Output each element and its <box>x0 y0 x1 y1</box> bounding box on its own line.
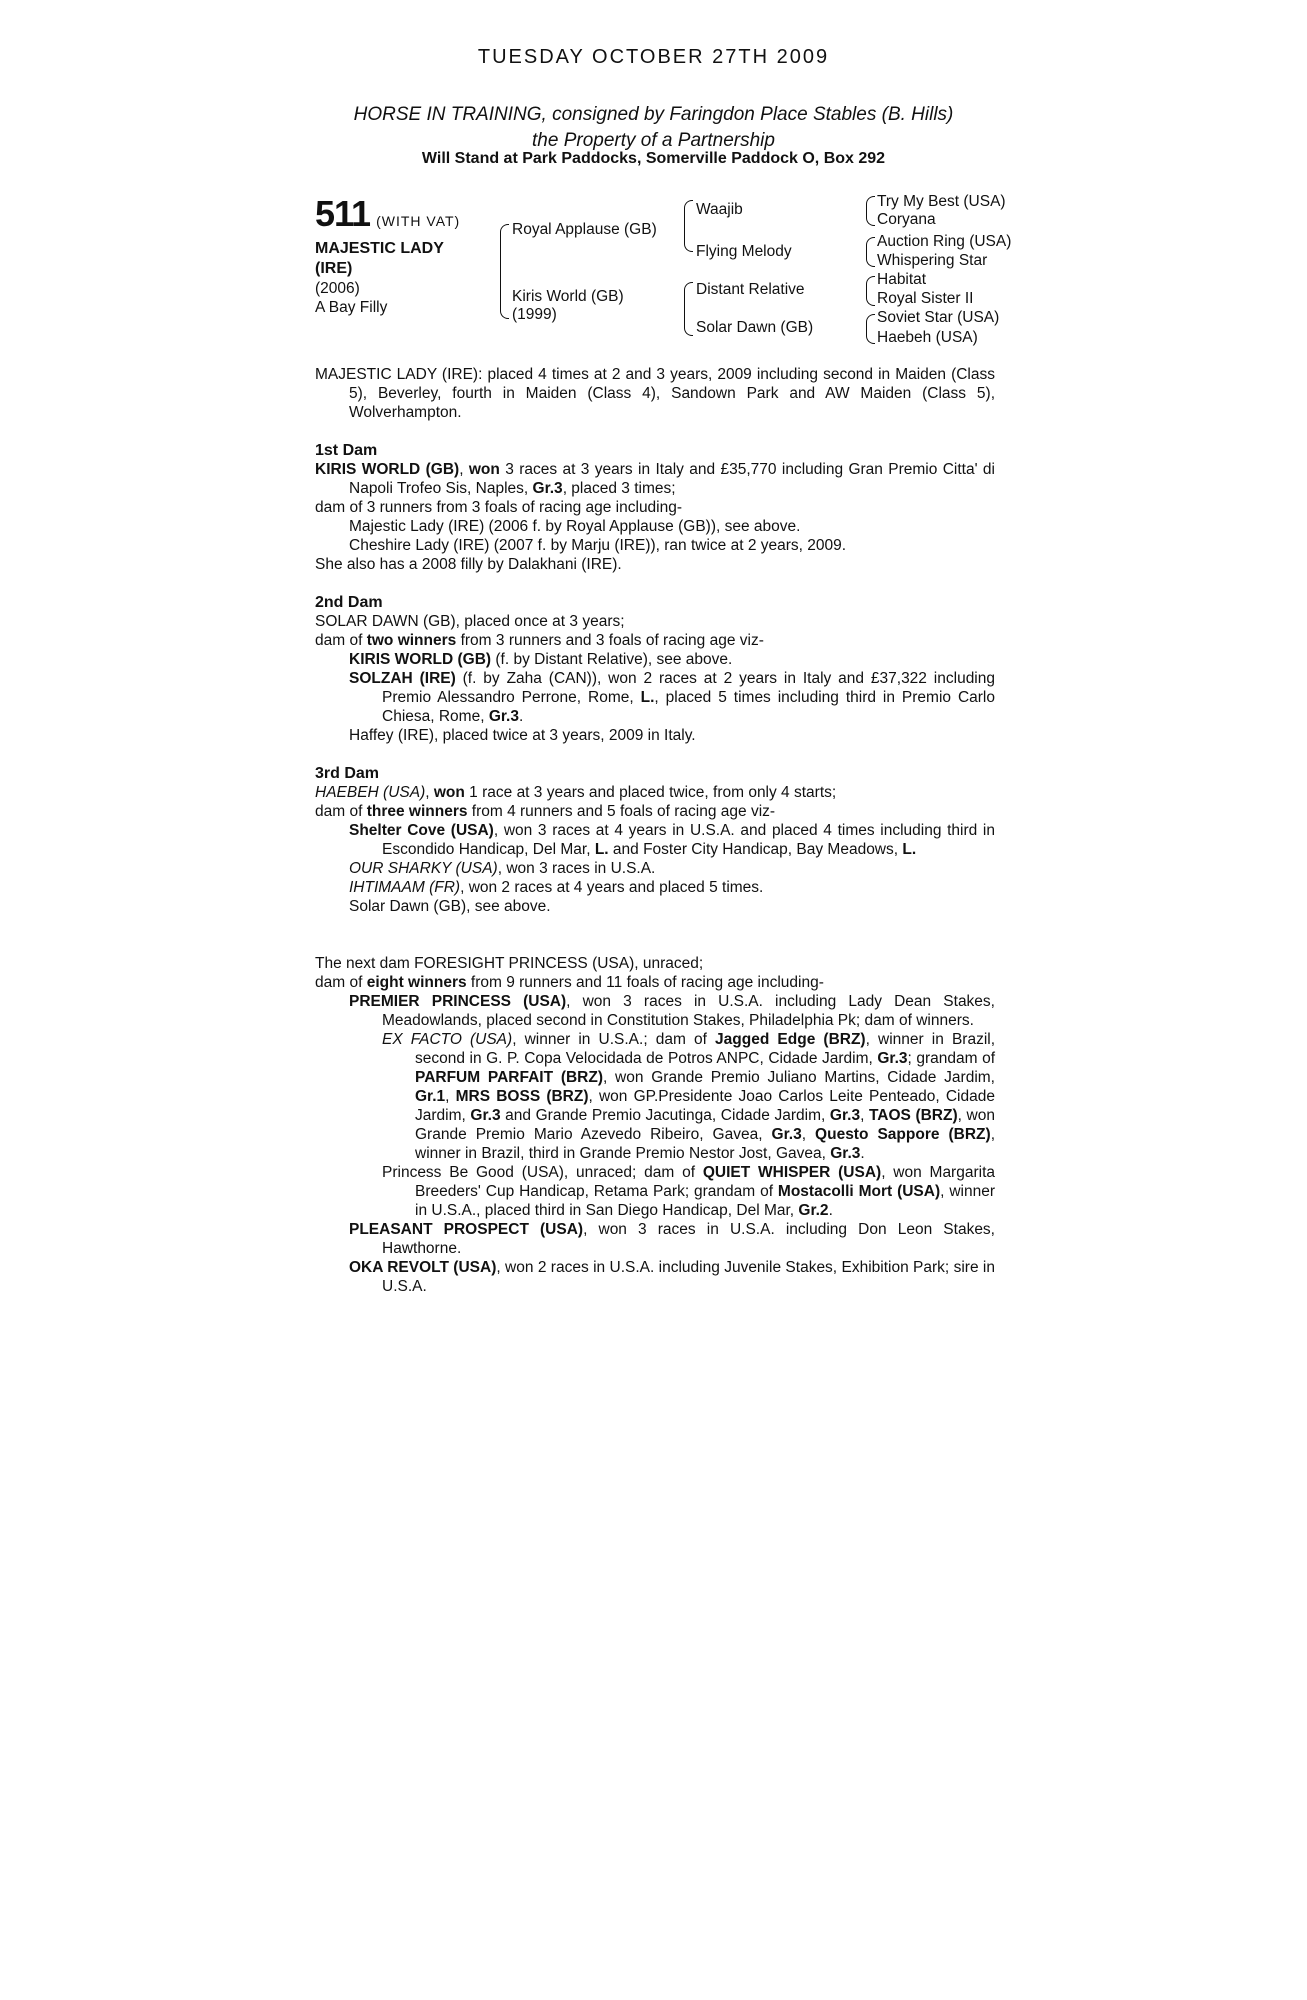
summary-text: MAJESTIC LADY (IRE): placed 4 times at 2 and 3 years, 2009 including second in Maiden (Class 5), Beverley, fourth in Maiden (Class 4), Sandown Park and AW Maiden (Class 5), Wolverhampton. <box>315 366 995 421</box>
produce-name: Questo Sappore (BRZ) <box>815 1126 991 1143</box>
text: . <box>519 708 524 725</box>
first-dam-heading: 1st Dam <box>315 442 378 459</box>
winners-count: three winners <box>366 803 468 820</box>
third-dam-section <box>315 764 995 916</box>
third-dam-name: HAEBEH (USA) <box>315 784 426 801</box>
horse-description: A Bay Filly <box>315 299 388 316</box>
produce-name: OUR SHARKY (USA) <box>349 860 498 877</box>
third-dam-record <box>315 783 995 802</box>
listed-label: L. <box>902 841 917 858</box>
grade-label: Gr.3 <box>829 1107 861 1124</box>
racing-summary <box>315 365 995 422</box>
pedigree-dam-year: (1999) <box>512 306 557 323</box>
listed-label: L. <box>594 841 609 858</box>
third-dam-heading: 3rd Dam <box>315 765 380 782</box>
record-text: , placed 3 times; <box>562 480 676 497</box>
pedigree-dam-sire: Distant Relative <box>696 281 805 298</box>
produce-item <box>315 1258 995 1296</box>
produce-item <box>315 878 995 897</box>
pedigree-dam: Kiris World (GB) <box>512 288 624 305</box>
pedigree-gg-8: Haebeh (USA) <box>877 329 978 346</box>
horse-name-line-1: MAJESTIC LADY <box>315 240 444 257</box>
lot-number: 511 <box>315 193 371 234</box>
consignment-line-1: HORSE IN TRAINING, consigned by Faringdon Place Stables (B. Hills) <box>353 104 954 125</box>
second-dam-section <box>315 593 995 745</box>
first-dam-name: KIRIS WORLD (GB) <box>315 461 460 478</box>
first-dam-produce-intro: dam of 3 runners from 3 foals of racing age including- <box>315 499 683 516</box>
next-dam-produce-intro <box>315 973 995 992</box>
text: and Foster City Handicap, Bay Meadows, <box>608 841 903 858</box>
pedigree-sire-dam: Flying Melody <box>696 243 792 260</box>
produce-name: MRS BOSS (BRZ) <box>455 1088 589 1105</box>
text: , won 3 races in U.S.A. <box>497 860 656 877</box>
text: , winner in U.S.A.; dam of <box>512 1031 716 1048</box>
brace-g3 <box>866 276 875 306</box>
brace-g2 <box>866 237 875 267</box>
text: , won GP.Presidente Joao Carlos Leite Penteado, Cidade Jardim, <box>415 1088 995 1124</box>
text: Princess Be Good (USA), unraced; dam of <box>382 1164 703 1181</box>
produce-item: Solar Dawn (GB), see above. <box>349 898 551 915</box>
text: , winner in Brazil, second in G. P. Copa Velocidada de Potros ANPC, Cidade Jardim, <box>415 1031 996 1067</box>
listed-label: L. <box>640 689 655 706</box>
consignment <box>0 102 1307 154</box>
grade-label: Gr.3 <box>488 708 519 725</box>
text: , placed 5 times including third in Premio Carlo Chiesa, Rome, <box>382 689 995 725</box>
text: (f. by Distant Relative), see above. <box>491 651 733 668</box>
text: , <box>801 1126 816 1143</box>
first-dam-record: KIRIS WORLD (GB), won 3 races at 3 years in Italy and £35,770 including Gran Premio Citta' di Napoli Trofeo Sis, Naples, Gr.3, placed 3 times; <box>315 461 995 497</box>
pedigree-gg-7: Soviet Star (USA) <box>877 309 1000 326</box>
second-dam-produce-intro <box>315 631 995 650</box>
text: , <box>860 1107 869 1124</box>
record-text: 3 races at 3 years in Italy and £35,770 including Gran Premio Citta' di Napoli Trofeo Sis, Naples, <box>349 461 995 497</box>
lot-block <box>315 193 495 317</box>
won-label: won <box>468 461 500 478</box>
grade-label: Gr.3 <box>830 1145 861 1162</box>
produce-item: Cheshire Lady (IRE) (2007 f. by Marju (IRE)), ran twice at 2 years, 2009. <box>349 537 847 554</box>
produce-name: Jagged Edge (BRZ) <box>715 1031 866 1048</box>
produce-name: SOLZAH (IRE) <box>349 670 456 687</box>
next-dam-section <box>315 954 995 1296</box>
lot-vat: (WITH VAT) <box>376 213 461 229</box>
produce-item <box>315 1030 995 1163</box>
pedigree-gg-5: Habitat <box>877 271 927 288</box>
produce-name: OKA REVOLT (USA) <box>349 1259 497 1276</box>
text: , won 2 races at 4 years and placed 5 times. <box>460 879 764 896</box>
pedigree-gg-2: Coryana <box>877 211 936 228</box>
text: (f. by Zaha (CAN)), won 2 races at 2 years in Italy and £37,322 including Premio Alessandro Perrone, Rome, <box>382 670 995 706</box>
text: , won 3 races in U.S.A. including Lady Dean Stakes, Meadowlands, placed second in Constitution Stakes, Philadelphia Pk; dam of winners. <box>382 993 995 1029</box>
text: , winner in Brazil, third in Grande Premio Nestor Jost, Gavea, <box>415 1126 995 1162</box>
consignment-line-2: the Property of a Partnership <box>532 130 775 151</box>
text: from 4 runners and 5 foals of racing age viz- <box>467 803 776 820</box>
brace-sire-parents <box>684 200 693 252</box>
produce-item <box>315 1163 995 1220</box>
produce-name: KIRIS WORLD (GB) <box>349 651 492 668</box>
sale-date: TUESDAY OCTOBER 27TH 2009 <box>477 46 830 68</box>
text: . <box>828 1202 833 1219</box>
produce-item <box>315 821 995 859</box>
foaling-year: (2006) <box>315 280 360 297</box>
text: dam of <box>315 632 367 649</box>
pedigree-sire-sire: Waajib <box>696 201 743 218</box>
produce-item: Majestic Lady (IRE) (2006 f. by Royal Applause (GB)), see above. <box>349 518 801 535</box>
stand-location: Will Stand at Park Paddocks, Somerville Paddock O, Box 292 <box>421 150 886 167</box>
text: , won Grande Premio Juliano Martins, Cidade Jardim, <box>603 1069 995 1086</box>
text: . <box>860 1145 865 1162</box>
produce-item <box>315 669 995 726</box>
produce-name: QUIET WHISPER (USA) <box>702 1164 882 1181</box>
first-dam-also: She also has a 2008 filly by Dalakhani (IRE). <box>315 556 622 573</box>
winners-count: two winners <box>366 632 457 649</box>
grade-label: Gr.3 <box>771 1126 802 1143</box>
second-dam-heading: 2nd Dam <box>315 594 383 611</box>
horse-name-line-2: (IRE) <box>315 260 353 277</box>
grade-label: Gr.3 <box>470 1107 501 1124</box>
text: dam of <box>315 803 367 820</box>
produce-name: TAOS (BRZ) <box>868 1107 958 1124</box>
produce-name: EX FACTO (USA) <box>382 1031 513 1048</box>
produce-item <box>315 859 995 878</box>
pedigree-dam-dam: Solar Dawn (GB) <box>696 319 814 336</box>
text: dam of <box>315 974 367 991</box>
grade-label: Gr.2 <box>798 1202 829 1219</box>
text: , won Margarita Breeders' Cup Handicap, Retama Park; grandam of <box>415 1164 995 1200</box>
produce-item <box>315 992 995 1030</box>
pedigree-gg-1: Try My Best (USA) <box>877 193 1006 210</box>
text: from 3 runners and 3 foals of racing age viz- <box>456 632 764 649</box>
winners-count: eight winners <box>366 974 467 991</box>
text: , winner in U.S.A., placed third in San Diego Handicap, Del Mar, <box>415 1183 996 1219</box>
brace-dam-parents <box>684 282 693 336</box>
brace-g1 <box>866 196 875 226</box>
produce-name: Shelter Cove (USA) <box>349 822 494 839</box>
text: ; grandam of <box>907 1050 995 1067</box>
text: 1 race at 3 years and placed twice, from only 4 starts; <box>464 784 837 801</box>
horse-name <box>315 239 495 279</box>
brace-sire-dam <box>500 224 509 319</box>
produce-name: PREMIER PRINCESS (USA) <box>349 993 567 1010</box>
first-dam-section <box>315 441 995 574</box>
produce-item: Haffey (IRE), placed twice at 3 years, 2009 in Italy. <box>349 727 696 744</box>
grade-label: Gr.3 <box>532 480 563 497</box>
produce-item <box>315 650 995 669</box>
pedigree-gg-3: Auction Ring (USA) <box>877 233 1012 250</box>
grade-label: Gr.1 <box>415 1088 446 1105</box>
pedigree-sire: Royal Applause (GB) <box>512 221 657 238</box>
text: and Grande Premio Jacutinga, Cidade Jardim, <box>500 1107 830 1124</box>
text: , won 3 races in U.S.A. including Don Leon Stakes, Hawthorne. <box>382 1221 995 1257</box>
text: , <box>425 784 434 801</box>
next-dam-record: The next dam FORESIGHT PRINCESS (USA), unraced; <box>315 955 704 972</box>
produce-name: PLEASANT PROSPECT (USA) <box>349 1221 584 1238</box>
won-label: won <box>433 784 465 801</box>
text: , won 3 races at 4 years in U.S.A. and placed 4 times including third in Escondido Handicap, Del Mar, <box>382 822 995 858</box>
produce-name: PARFUM PARFAIT (BRZ) <box>415 1069 603 1086</box>
text: , <box>445 1088 456 1105</box>
brace-g4 <box>866 314 875 344</box>
third-dam-produce-intro <box>315 802 995 821</box>
second-dam-record: SOLAR DAWN (GB), placed once at 3 years; <box>315 613 625 630</box>
text: , won Grande Premio Mario Azevedo Ribeiro, Gavea, <box>415 1107 995 1143</box>
text: , won 2 races in U.S.A. including Juvenile Stakes, Exhibition Park; sire in U.S.A. <box>382 1259 995 1295</box>
text: from 9 runners and 11 foals of racing age including- <box>466 974 824 991</box>
produce-name: IHTIMAAM (FR) <box>349 879 461 896</box>
produce-item <box>315 1220 995 1258</box>
grade-label: Gr.3 <box>877 1050 908 1067</box>
pedigree-gg-4: Whispering Star <box>877 252 988 269</box>
pedigree-gg-6: Royal Sister II <box>877 290 974 307</box>
produce-name: Mostacolli Mort (USA) <box>777 1183 941 1200</box>
